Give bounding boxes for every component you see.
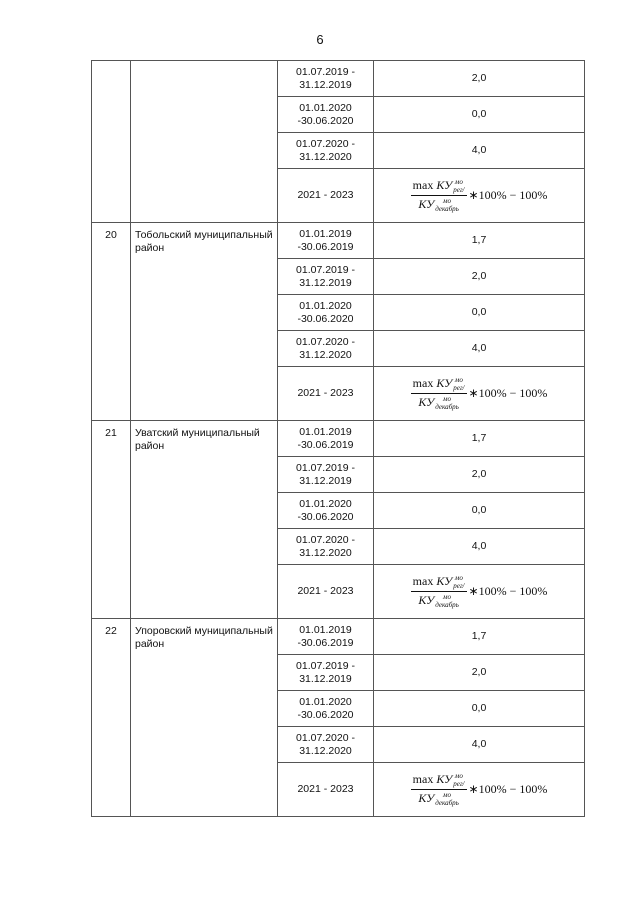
growth-formula	[411, 376, 548, 411]
formula-ku-top: КУ	[436, 375, 453, 390]
municipality-name: Тобольский муниципальный район	[131, 223, 278, 421]
formula-indices-bottom	[435, 197, 459, 213]
formula-numerator	[411, 376, 467, 394]
value-cell: 2,0	[374, 259, 585, 295]
period-cell: 01.07.2019 - 31.12.2019	[278, 457, 374, 493]
growth-formula	[411, 574, 548, 609]
period-cell: 2021 - 2023	[278, 763, 374, 817]
formula-indices-top	[453, 574, 464, 590]
value-cell: 0,0	[374, 691, 585, 727]
formula-denominator	[416, 196, 460, 213]
formula-cell	[374, 367, 585, 421]
formula-ku-top: КУ	[436, 177, 453, 192]
value-cell: 0,0	[374, 97, 585, 133]
growth-formula	[411, 772, 548, 807]
rate-table	[91, 60, 585, 817]
formula-sup-bottom: мо	[443, 395, 451, 403]
formula-tail: ∗100% − 100%	[468, 782, 548, 796]
formula-sub-top: рег/	[453, 384, 465, 392]
formula-sub-bottom: декабрь	[435, 799, 459, 807]
formula-sup-top: мо	[454, 376, 463, 384]
formula-sup-bottom: мо	[443, 197, 451, 205]
row-number: 20	[92, 223, 131, 421]
formula-denominator	[416, 592, 460, 609]
formula-ku-bottom: КУ	[418, 790, 435, 805]
period-cell: 01.07.2020 - 31.12.2020	[278, 529, 374, 565]
formula-fraction	[411, 178, 467, 213]
formula-indices-top	[453, 376, 464, 392]
formula-numerator	[411, 772, 467, 790]
formula-fraction	[411, 376, 467, 411]
formula-sup-top: мо	[454, 772, 463, 780]
period-cell: 01.01.2019 -30.06.2019	[278, 223, 374, 259]
row-number	[92, 61, 131, 223]
formula-sup-top: мо	[454, 178, 463, 186]
table-row	[92, 223, 585, 259]
formula-max: max	[412, 573, 434, 588]
formula-denominator	[416, 394, 460, 411]
rate-table-body	[92, 61, 585, 817]
formula-tail: ∗100% − 100%	[468, 386, 548, 400]
formula-max: max	[412, 375, 434, 390]
formula-indices-top	[453, 178, 464, 194]
formula-tail: ∗100% − 100%	[468, 188, 548, 202]
period-cell: 01.07.2020 - 31.12.2020	[278, 331, 374, 367]
formula-fraction	[411, 772, 467, 807]
period-cell: 01.07.2019 - 31.12.2019	[278, 655, 374, 691]
formula-sub-top: рег/	[453, 186, 465, 194]
formula-indices-bottom	[435, 791, 459, 807]
formula-ku-bottom: КУ	[418, 592, 435, 607]
formula-numerator	[411, 178, 467, 196]
value-cell: 2,0	[374, 61, 585, 97]
table-row	[92, 619, 585, 655]
period-cell: 2021 - 2023	[278, 367, 374, 421]
period-cell: 01.01.2020 -30.06.2020	[278, 493, 374, 529]
value-cell: 4,0	[374, 529, 585, 565]
row-number: 22	[92, 619, 131, 817]
formula-tail: ∗100% − 100%	[468, 584, 548, 598]
formula-cell	[374, 763, 585, 817]
formula-sub-top: рег/	[453, 780, 465, 788]
formula-sup-top: мо	[454, 574, 463, 582]
municipality-name	[131, 61, 278, 223]
period-cell: 2021 - 2023	[278, 565, 374, 619]
formula-indices-top	[453, 772, 464, 788]
value-cell: 4,0	[374, 331, 585, 367]
period-cell: 01.01.2019 -30.06.2019	[278, 421, 374, 457]
value-cell: 1,7	[374, 421, 585, 457]
formula-sub-top: рег/	[453, 582, 465, 590]
table-row	[92, 421, 585, 457]
period-cell: 01.01.2020 -30.06.2020	[278, 97, 374, 133]
formula-ku-top: КУ	[436, 771, 453, 786]
period-cell: 01.07.2020 - 31.12.2020	[278, 133, 374, 169]
formula-sup-bottom: мо	[443, 593, 451, 601]
municipality-name: Уватский муниципальный район	[131, 421, 278, 619]
row-number: 21	[92, 421, 131, 619]
period-cell: 01.07.2019 - 31.12.2019	[278, 61, 374, 97]
formula-sub-bottom: декабрь	[435, 403, 459, 411]
formula-sub-bottom: декабрь	[435, 601, 459, 609]
value-cell: 0,0	[374, 493, 585, 529]
formula-cell	[374, 565, 585, 619]
formula-max: max	[412, 771, 434, 786]
formula-ku-bottom: КУ	[418, 196, 435, 211]
period-cell: 01.07.2019 - 31.12.2019	[278, 259, 374, 295]
formula-numerator	[411, 574, 467, 592]
value-cell: 2,0	[374, 655, 585, 691]
value-cell: 1,7	[374, 223, 585, 259]
value-cell: 2,0	[374, 457, 585, 493]
formula-cell	[374, 169, 585, 223]
page-number: 6	[316, 32, 324, 47]
formula-fraction	[411, 574, 467, 609]
period-cell: 01.01.2020 -30.06.2020	[278, 691, 374, 727]
value-cell: 4,0	[374, 727, 585, 763]
formula-sub-bottom: декабрь	[435, 205, 459, 213]
formula-indices-bottom	[435, 593, 459, 609]
formula-ku-bottom: КУ	[418, 394, 435, 409]
period-cell: 01.07.2020 - 31.12.2020	[278, 727, 374, 763]
formula-ku-top: КУ	[436, 573, 453, 588]
value-cell: 0,0	[374, 295, 585, 331]
value-cell: 4,0	[374, 133, 585, 169]
formula-indices-bottom	[435, 395, 459, 411]
municipality-name: Упоровский муниципальный район	[131, 619, 278, 817]
growth-formula	[411, 178, 548, 213]
period-cell: 01.01.2019 -30.06.2019	[278, 619, 374, 655]
formula-denominator	[416, 790, 460, 807]
formula-max: max	[412, 177, 434, 192]
value-cell: 1,7	[374, 619, 585, 655]
formula-sup-bottom: мо	[443, 791, 451, 799]
period-cell: 2021 - 2023	[278, 169, 374, 223]
table-row	[92, 61, 585, 97]
period-cell: 01.01.2020 -30.06.2020	[278, 295, 374, 331]
